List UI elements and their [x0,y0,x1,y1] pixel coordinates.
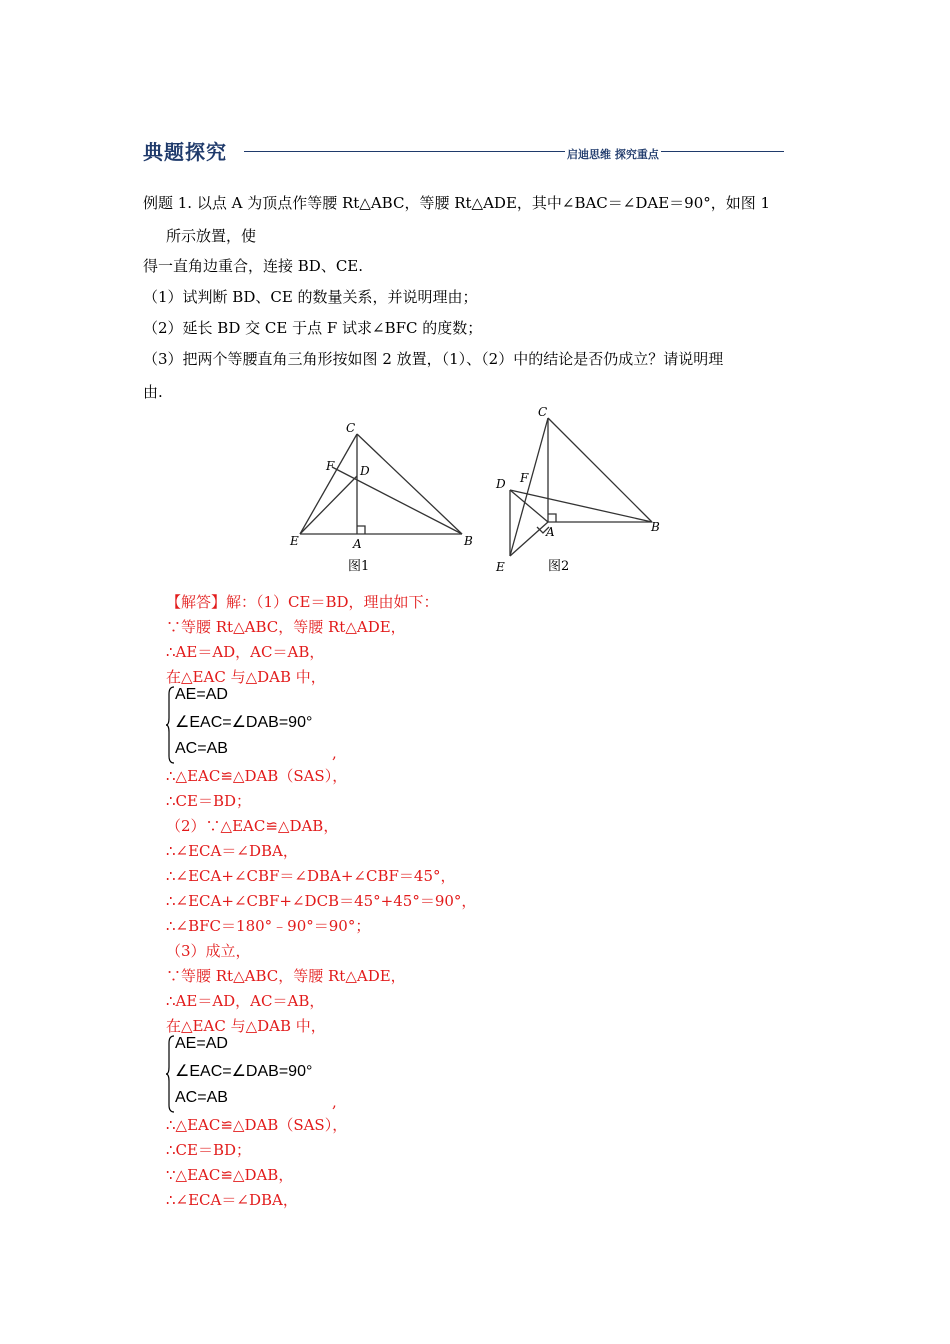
label-C: C [538,405,548,419]
label-F: F [326,459,335,473]
figure-2-caption: 图2 [548,559,570,574]
answer-line: ∴△EAC≌△DAB（SAS）， [166,767,348,785]
answer-line: ∴∠ECA+∠CBF＝∠DBA+∠CBF＝45°， [166,867,456,885]
label-D: D [360,464,370,478]
answer-line: ∴∠ECA＝∠DBA， [166,1191,298,1209]
question-part-1: （1）试判断 BD、CE 的数量关系，并说明理由； [143,288,478,306]
label-A: A [546,525,555,539]
answer-line: ∴∠ECA＝∠DBA， [166,842,298,860]
label-D: D [496,477,506,491]
label-E: E [496,560,505,574]
equation-line: ∠EAC=∠DAB=90° [175,1063,313,1080]
answer-line: 在△EAC 与△DAB 中， [166,1017,326,1035]
answer-line: ∴∠BFC＝180°﹣90°＝90°； [166,917,371,935]
answer-line: ∴AE＝AD，AC＝AB， [166,643,325,661]
equation-comma: , [332,1093,337,1111]
section-subtitle: 启迪思维 探究重点 [567,148,659,161]
answer-line: ∵等腰 Rt△ABC，等腰 Rt△ADE， [166,618,406,636]
equation-comma: , [332,744,337,762]
answer-line: ∴CE＝BD； [166,792,252,810]
answer-line: ∵△EAC≌△DAB， [166,1166,294,1184]
equation-line: AC=AB [175,740,228,757]
figure-1-caption: 图1 [348,559,370,574]
answer-line: ∵等腰 Rt△ABC，等腰 Rt△ADE， [166,967,406,985]
label-B: B [464,534,473,548]
figure-1 [280,412,480,582]
answer-line: ∴AE＝AD，AC＝AB， [166,992,325,1010]
equation-system-2 [166,1035,366,1115]
question-part-3: （3）把两个等腰直角三角形按如图 2 放置，（1）、（2）中的结论是否仍成立？请说明理 [143,350,724,368]
answer-line: （2）∵△EAC≌△DAB， [166,817,339,835]
equation-system-1 [166,686,366,766]
header-divider [244,151,784,152]
section-title: 典题探究 [143,140,227,164]
equation-line: AE=AD [175,1035,228,1052]
question-part-3-end: 由. [143,383,163,401]
question-line-3: 得一直角边重合，连接 BD、CE. [143,257,364,275]
equation-line: AE=AD [175,686,228,703]
answer-line: 在△EAC 与△DAB 中， [166,668,326,686]
answer-line: ∴CE＝BD； [166,1141,252,1159]
answer-line: 【解答】解：（1）CE＝BD，理由如下： [166,593,439,611]
answer-line: （3）成立， [166,942,251,960]
equation-line: AC=AB [175,1089,228,1106]
question-line-1: 例题 1. 以点 A 为顶点作等腰 Rt△ABC，等腰 Rt△ADE，其中∠BAC＝∠DAE＝90°，如图 1 [143,194,771,212]
label-A: A [353,537,362,551]
answer-line: ∴∠ECA+∠CBF+∠DCB＝45°+45°＝90°， [166,892,477,910]
label-B: B [651,520,660,534]
figure-2 [488,398,678,580]
question-line-2: 所示放置，使 [166,227,257,245]
label-C: C [346,421,356,435]
label-F: F [520,471,529,485]
label-E: E [290,534,299,548]
answer-line: ∴△EAC≌△DAB（SAS）， [166,1116,348,1134]
question-part-2: （2）延长 BD 交 CE 于点 F 试求∠BFC 的度数； [143,319,483,337]
equation-line: ∠EAC=∠DAB=90° [175,714,313,731]
